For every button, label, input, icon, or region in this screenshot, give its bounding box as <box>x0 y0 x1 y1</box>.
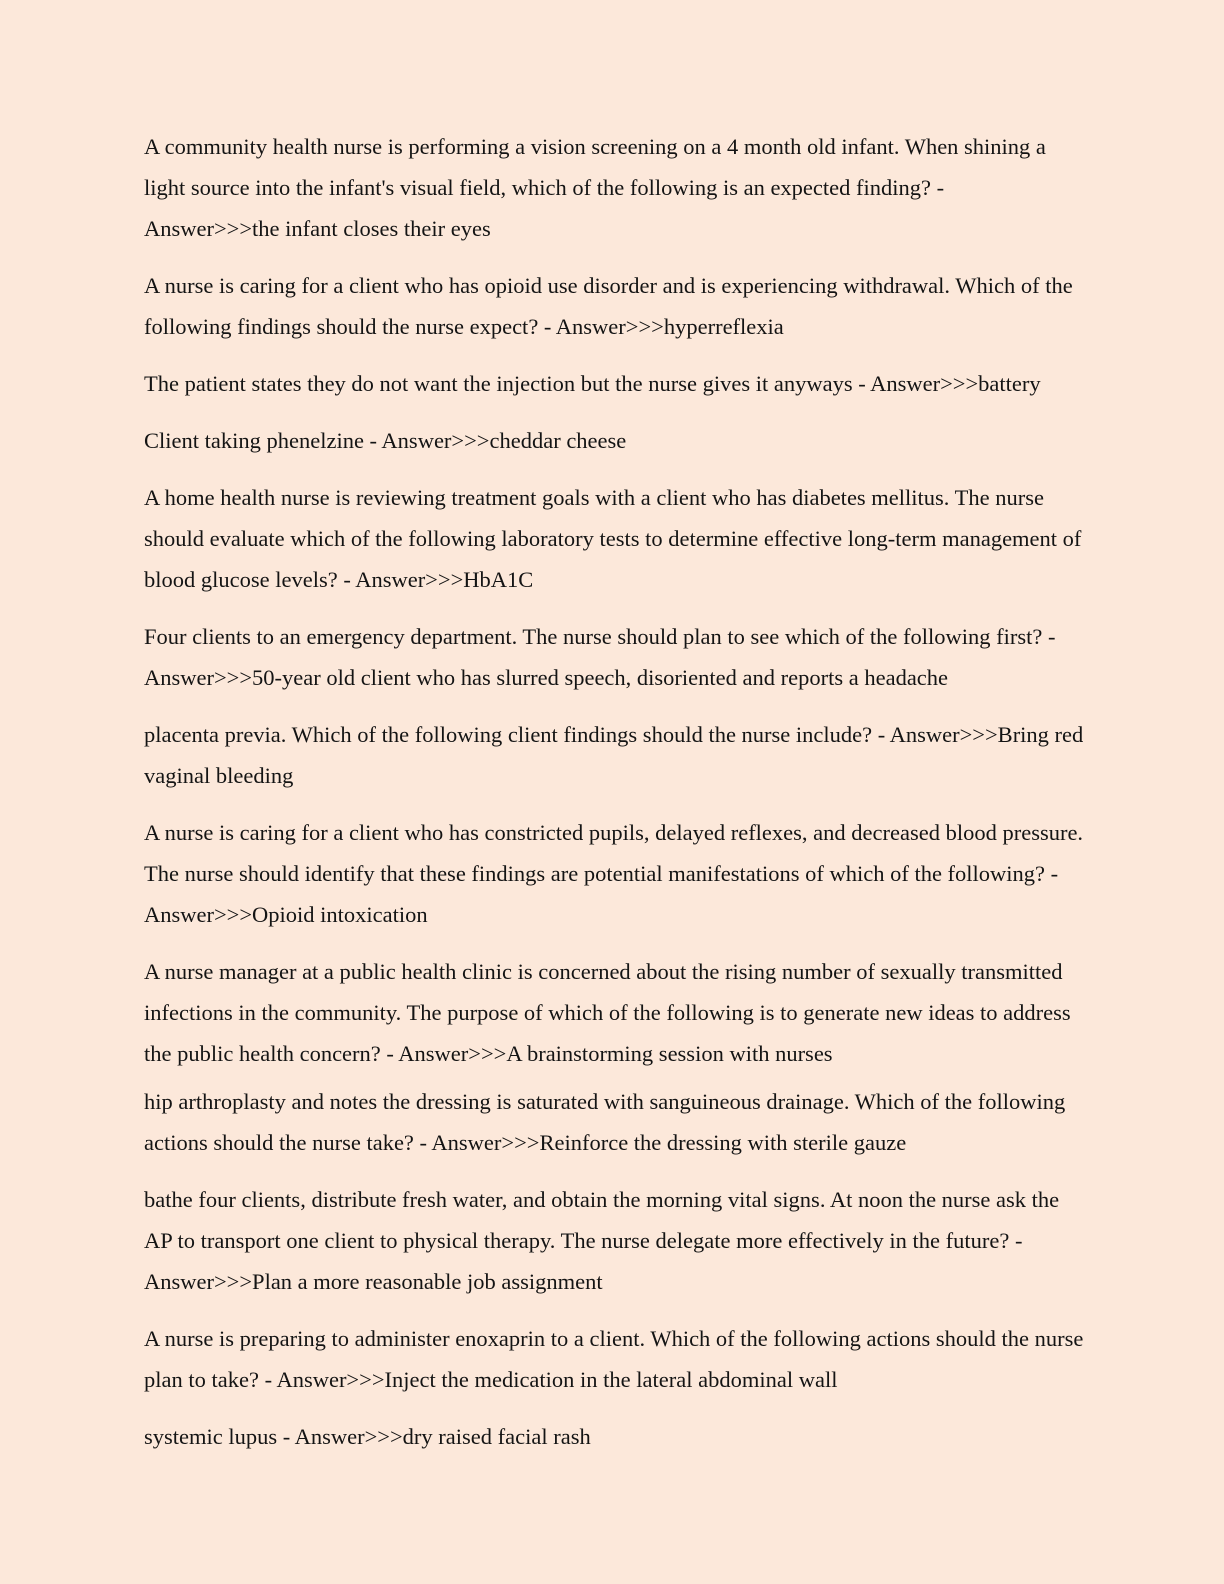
qa-entry-3: The patient states they do not want the injection but the nurse gives it anyways - Answer>>>battery <box>144 371 1041 396</box>
qa-entry-4: Client taking phenelzine - Answer>>>cheddar cheese <box>144 428 627 453</box>
qa-entry-10: hip arthroplasty and notes the dressing is saturated with sanguineous drainage. Which of the following actions should the nurse take? - Answer>>>Reinforce the dressing with sterile gauze <box>144 1089 1066 1155</box>
qa-entry-8: A nurse is caring for a client who has constricted pupils, delayed reflexes, and decreased blood pressure. The nurse should identify that these findings are potential manifestations of which of the following? - Answer>>>Opioid intoxication <box>144 820 1084 927</box>
qa-entry-5: A home health nurse is reviewing treatment goals with a client who has diabetes mellitus. The nurse should evaluate which of the following laboratory tests to determine effective long-term management of blood glucose levels? - Answer>>>HbA1C <box>144 485 1082 592</box>
qa-entry-6: Four clients to an emergency department. The nurse should plan to see which of the following first? - Answer>>>50-year old client who has slurred speech, disoriented and reports a headache <box>144 624 1056 690</box>
qa-entry-1: A community health nurse is performing a vision screening on a 4 month old infant. When shining a light source into the infant's visual field, which of the following is an expected finding? - Answer>>>the infant closes their eyes <box>144 134 1046 241</box>
document-page <box>144 126 1084 1473</box>
qa-entry-9: A nurse manager at a public health clinic is concerned about the rising number of sexually transmitted infections in the community. The purpose of which of the following is to generate new ideas to address the public health concern? - Answer>>>A brainstorming session with nurses <box>144 959 1071 1066</box>
qa-entry-2: A nurse is caring for a client who has opioid use disorder and is experiencing withdrawal. Which of the following findings should the nurse expect? - Answer>>>hyperreflexia <box>144 273 1073 339</box>
qa-entry-12: A nurse is preparing to administer enoxaprin to a client. Which of the following actions should the nurse plan to take? - Answer>>>Inject the medication in the lateral abdominal wall <box>144 1326 1084 1392</box>
qa-entry-11: bathe four clients, distribute fresh water, and obtain the morning vital signs. At noon the nurse ask the AP to transport one client to physical therapy. The nurse delegate more effectively in the future? - Answer>>>Plan a more reasonable job assignment <box>144 1187 1060 1294</box>
qa-entry-7: placenta previa. Which of the following client findings should the nurse include? - Answer>>>Bring red vaginal bleeding <box>144 722 1084 788</box>
qa-entry-13: systemic lupus - Answer>>>dry raised facial rash <box>144 1424 591 1449</box>
